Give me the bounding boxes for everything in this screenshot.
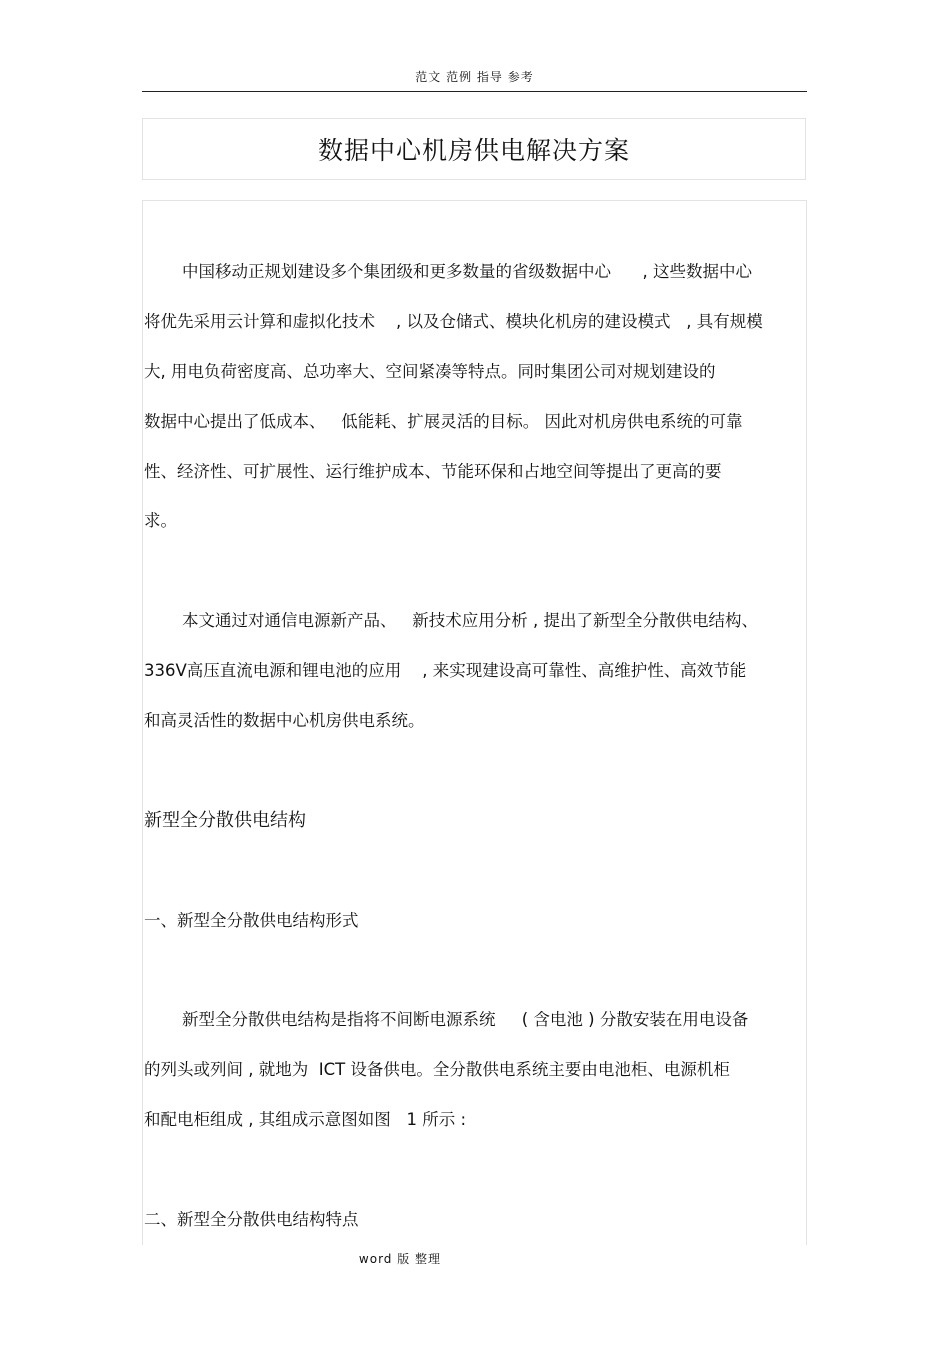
- paragraph3-line: 和配电柜组成 , 其组成示意图如图 1 所示 :: [144, 1110, 467, 1129]
- paragraph1-line: 将优先采用云计算和虚拟化技术 , 以及仓储式、模块化机房的建设模式 , 具有规模: [144, 312, 763, 331]
- title-box: [142, 118, 806, 180]
- paragraph1-line: 数据中心提出了低成本、 低能耗、扩展灵活的目标。 因此对机房供电系统的可靠: [144, 412, 743, 431]
- paragraph3-line: 新型全分散供电结构是指将不间断电源系统 ( 含电池 ) 分散安装在用电设备: [182, 1010, 749, 1029]
- paragraph1-line: 性、经济性、可扩展性、运行维护成本、节能环保和占地空间等提出了更高的要: [144, 462, 722, 481]
- header-rule: [142, 91, 807, 92]
- paragraph1-line: 求。: [144, 511, 177, 530]
- paragraph1-line: 大, 用电负荷密度高、总功率大、空间紧凑等特点。同时集团公司对规划建设的: [144, 362, 716, 381]
- document-title: 数据中心机房供电解决方案: [317, 136, 630, 165]
- section-heading: 新型全分散供电结构: [144, 810, 306, 831]
- paragraph1-line: 中国移动正规划建设多个集团级和更多数量的省级数据中心 , 这些数据中心: [182, 262, 752, 281]
- paragraph3-line: 的列头或列间 , 就地为 ICT 设备供电。全分散供电系统主要由电池柜、电源机柜: [144, 1060, 730, 1079]
- subsection-heading: 二、新型全分散供电结构特点: [144, 1210, 359, 1229]
- subsection-heading: 一、新型全分散供电结构形式: [144, 911, 359, 930]
- page-footer: word 版 整理: [358, 1252, 442, 1266]
- page-header: 范文 范例 指导 参考: [415, 70, 534, 84]
- paragraph2-line: 336V高压直流电源和锂电池的应用 , 来实现建设高可靠性、高维护性、高效节能: [144, 661, 747, 680]
- paragraph2-line: 和高灵活性的数据中心机房供电系统。: [144, 711, 425, 730]
- paragraph2-line: 本文通过对通信电源新产品、 新技术应用分析 , 提出了新型全分散供电结构、: [182, 611, 758, 630]
